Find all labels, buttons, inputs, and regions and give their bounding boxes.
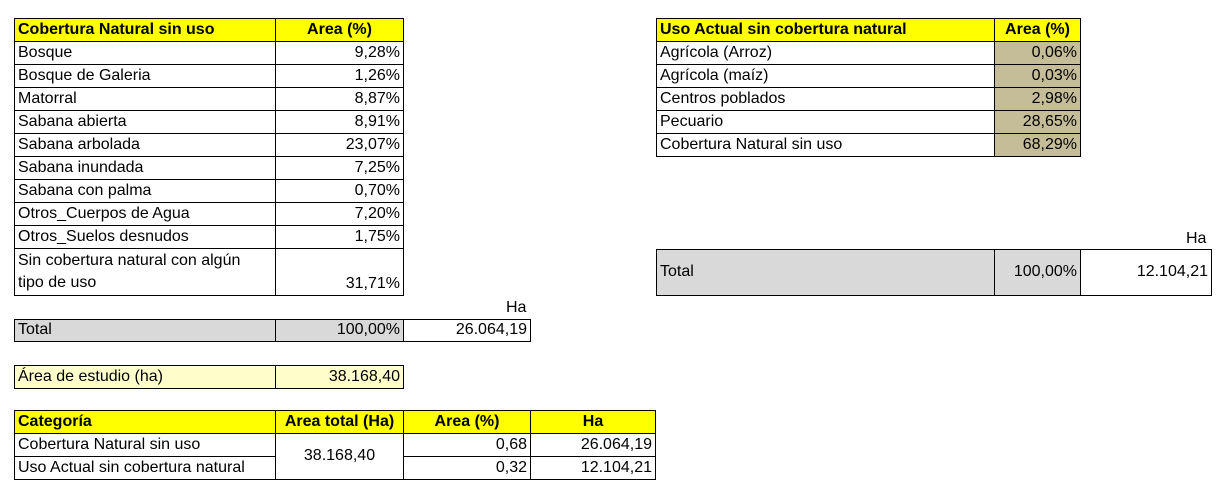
table3-row-pct[interactable]: 0,32 [403,456,531,480]
table2-row-name[interactable]: Centros poblados [656,87,995,111]
table1-row-name[interactable]: Otros_Cuerpos de Agua [14,202,276,226]
table2-row-name[interactable]: Pecuario [656,110,995,134]
table1-row-name[interactable]: Bosque [14,41,276,65]
table1-row-value[interactable]: 23,07% [275,133,404,157]
table1-total-ha[interactable]: 26.064,19 [403,319,531,342]
table2-row-name[interactable]: Agrícola (maíz) [656,64,995,88]
table2-total-ha[interactable]: 12.104,21 [1080,249,1212,296]
table1-total-label[interactable]: Total [14,319,276,342]
table2-ha-label: Ha [1186,230,1207,247]
table2-header-area[interactable]: Area (%) [994,18,1081,42]
table1-row-name-multiline[interactable] [14,248,276,296]
table2-row-value[interactable]: 28,65% [994,110,1081,134]
table3-row-pct[interactable]: 0,68 [403,433,531,457]
table1-row-value[interactable]: 7,25% [275,156,404,180]
table2-row-name[interactable]: Cobertura Natural sin uso [656,133,995,157]
table1-ha-label: Ha [506,299,527,316]
study-area-value[interactable]: 38.168,40 [275,365,404,389]
table2-header-name[interactable]: Uso Actual sin cobertura natural [656,18,995,42]
table1-row-value[interactable]: 1,75% [275,225,404,249]
table1-row-name-line2: tipo de uso [18,273,97,291]
table1-row-name[interactable]: Matorral [14,87,276,111]
table1-header-area[interactable]: Area (%) [275,18,404,42]
table1-row-name[interactable]: Sabana arbolada [14,133,276,157]
table2-total-percent[interactable]: 100,00% [994,249,1081,296]
table2-row-value[interactable]: 0,06% [994,41,1081,65]
table3-header-categoria[interactable]: Categoría [14,410,276,434]
table1-header-name[interactable]: Cobertura Natural sin uso [14,18,276,42]
table1-row-value[interactable]: 9,28% [275,41,404,65]
table2-row-value[interactable]: 0,03% [994,64,1081,88]
table3-row-name[interactable]: Uso Actual sin cobertura natural [14,456,276,480]
table1-row-name[interactable]: Sabana abierta [14,110,276,134]
table3-row-ha[interactable]: 26.064,19 [530,433,656,457]
table1-row-value[interactable]: 31,71% [275,248,404,296]
table3-row-ha[interactable]: 12.104,21 [530,456,656,480]
table1-row-value[interactable]: 7,20% [275,202,404,226]
table1-row-value[interactable]: 8,91% [275,110,404,134]
table3-row-name[interactable]: Cobertura Natural sin uso [14,433,276,457]
table2-row-value[interactable]: 68,29% [994,133,1081,157]
table1-row-value[interactable]: 8,87% [275,87,404,111]
table1-row-name-line1: Sin cobertura natural con algún [18,252,241,270]
table1-row-name[interactable]: Sabana con palma [14,179,276,203]
table1-row-value[interactable]: 1,26% [275,64,404,88]
table1-row-value[interactable]: 0,70% [275,179,404,203]
table2-total-label[interactable]: Total [656,249,995,296]
table3-area-total-merged[interactable]: 38.168,40 [275,433,404,480]
table2-row-value[interactable]: 2,98% [994,87,1081,111]
table1-total-percent[interactable]: 100,00% [275,319,404,342]
table3-header-ha[interactable]: Ha [530,410,656,434]
table2-row-name[interactable]: Agrícola (Arroz) [656,41,995,65]
table1-row-name[interactable]: Bosque de Galeria [14,64,276,88]
table1-row-name[interactable]: Otros_Suelos desnudos [14,225,276,249]
table1-row-name[interactable]: Sabana inundada [14,156,276,180]
table3-header-area-total[interactable]: Area total (Ha) [275,410,404,434]
table3-header-area-pct[interactable]: Area (%) [403,410,531,434]
study-area-label[interactable]: Área de estudio (ha) [14,365,276,389]
